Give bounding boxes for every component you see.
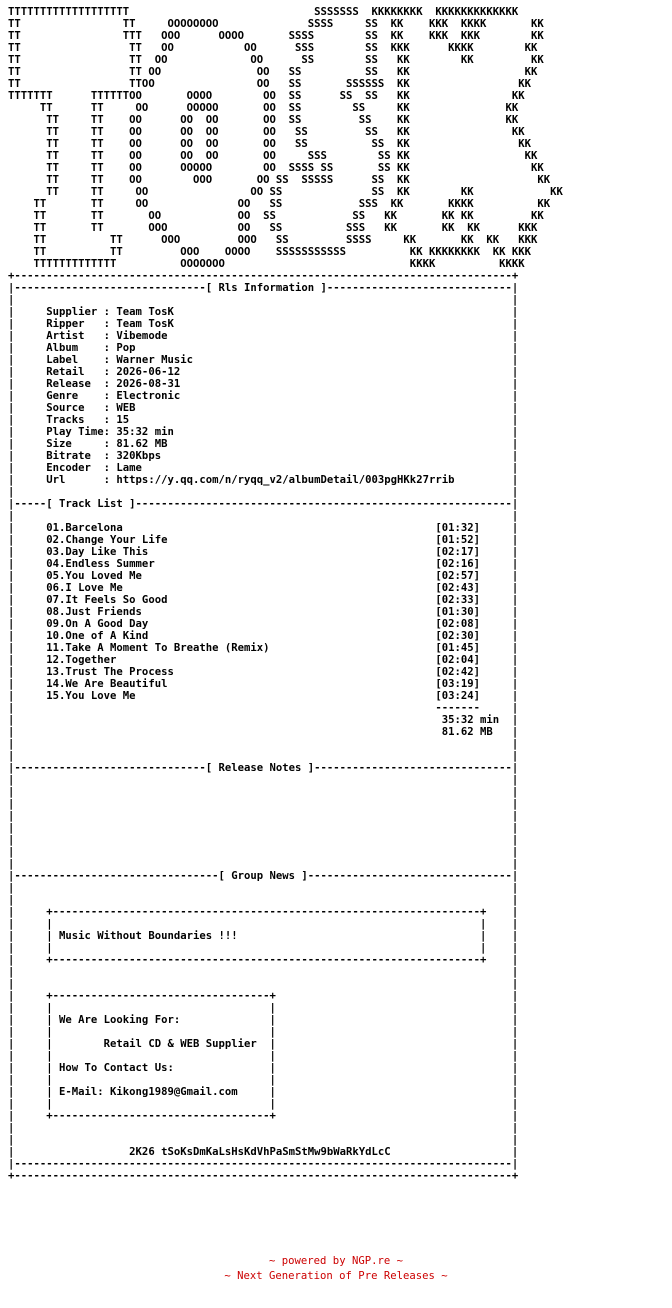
nfo-line: | | | | — [8, 1074, 519, 1086]
nfo-line: | Bitrate : 320Kbps | — [8, 450, 519, 462]
nfo-line: | | We Are Looking For: | | — [8, 1014, 519, 1026]
nfo-line: | | — [8, 1134, 519, 1146]
nfo-line: | +----------------------------------+ | — [8, 1110, 519, 1122]
tagline-text: ~ Next Generation of Pre Releases ~ — [224, 1270, 448, 1282]
nfo-line: | 2K26 tSoKsDmKaLsHsKdVhPaSmStMw9bWaRkYdLcC | — [8, 1146, 519, 1158]
nfo-line: TT TT OO OO SS SSS KK KKKK KK — [8, 198, 551, 210]
nfo-line: | | — [8, 966, 519, 978]
nfo-line: | 11.Take A Moment To Breathe (Remix) [01:45] | — [8, 642, 519, 654]
nfo-line: TTTTTTTTTTTTT OOOOOOO KKKK KKKK — [8, 258, 525, 270]
nfo-text — [8, 6, 563, 1182]
nfo-line: TT TT OOO OOOO SSSSSSSSSSS KK KKKKKKKK KK KKK — [8, 246, 531, 258]
footer — [0, 1254, 672, 1284]
nfo-line: | 12.Together [02:04] | — [8, 654, 519, 666]
nfo-line: | | | | — [8, 1026, 519, 1038]
nfo-line: | +-------------------------------------------------------------------+ | — [8, 906, 519, 918]
nfo-line: | | — [8, 810, 519, 822]
nfo-line: | 03.Day Like This [02:17] | — [8, 546, 519, 558]
nfo-line: | | — [8, 774, 519, 786]
nfo-line: |-----[ Track List ]-----------------------------------------------------------| — [8, 498, 519, 510]
nfo-line: +------------------------------------------------------------------------------+ — [8, 1170, 519, 1182]
nfo-line: TT TT OO OO OO OO SS SS KK KK — [8, 126, 525, 138]
nfo-line: TT TT OO OO SSS SS KKK KKKK KK — [8, 42, 538, 54]
nfo-line: TT TT OO OOOOO OO SS SS KK KK — [8, 102, 519, 114]
nfo-line: TTTTTTTTTTTTTTTTTTT SSSSSSS KKKKKKKK KKKKKKKKKKKKK — [8, 6, 519, 18]
nfo-line: | Tracks : 15 | — [8, 414, 519, 426]
nfo-line: | Url : https://y.qq.com/n/ryqq_v2/albumDetail/003pgHKk27rrib | — [8, 474, 519, 486]
nfo-line: |------------------------------[ Rls Information ]-----------------------------| — [8, 282, 519, 294]
nfo-line: | Release : 2026-08-31 | — [8, 378, 519, 390]
nfo-line: TT TT OO OO OO OO SSS SS KK KK — [8, 150, 538, 162]
nfo-line: | | — [8, 486, 519, 498]
nfo-line: | | — [8, 738, 519, 750]
nfo-line: TT TTT OOO OOOO SSSS SS KK KKK KKK KK — [8, 30, 544, 42]
nfo-line: | | — [8, 822, 519, 834]
nfo-line: | | E-Mail: Kikong1989@Gmail.com | | — [8, 1086, 519, 1098]
nfo-line: | 04.Endless Summer [02:16] | — [8, 558, 519, 570]
nfo-line: | | — [8, 1122, 519, 1134]
nfo-line: TT TT OO OO SS SS KK KK KK KK — [8, 210, 544, 222]
nfo-line: | | — [8, 786, 519, 798]
nfo-line: | | — [8, 978, 519, 990]
nfo-line: | 81.62 MB | — [8, 726, 519, 738]
nfo-line: | | — [8, 510, 519, 522]
nfo-line: TT TT OO OOO OO SS SSSSS SS KK KK — [8, 174, 551, 186]
nfo-line: | 06.I Love Me [02:43] | — [8, 582, 519, 594]
nfo-line: | Ripper : Team TosK | — [8, 318, 519, 330]
nfo-line: | +-------------------------------------------------------------------+ | — [8, 954, 519, 966]
nfo-line: | +----------------------------------+ | — [8, 990, 519, 1002]
nfo-line: | 07.It Feels So Good [02:33] | — [8, 594, 519, 606]
nfo-line: | 14.We Are Beautiful [03:19] | — [8, 678, 519, 690]
nfo-line: | Label : Warner Music | — [8, 354, 519, 366]
nfo-line: TT TT OOO OOO SS SSSS KK KK KK KKK — [8, 234, 538, 246]
nfo-line: +------------------------------------------------------------------------------+ — [8, 270, 519, 282]
nfo-line: | | | | — [8, 1098, 519, 1110]
nfo-line: | Album : Pop | — [8, 342, 519, 354]
nfo-line: TT TT OO OO OO OO SS SS KK KK — [8, 138, 531, 150]
nfo-line: | 10.One of A Kind [02:30] | — [8, 630, 519, 642]
nfo-line: | Size : 81.62 MB | — [8, 438, 519, 450]
nfo-line: | | How To Contact Us: | | — [8, 1062, 519, 1074]
nfo-line: | 01.Barcelona [01:32] | — [8, 522, 519, 534]
nfo-line: | ------- | — [8, 702, 519, 714]
nfo-line: | 05.You Loved Me [02:57] | — [8, 570, 519, 582]
nfo-line: | | — [8, 750, 519, 762]
nfo-line: | 02.Change Your Life [01:52] | — [8, 534, 519, 546]
powered-by-text: ~ powered by NGP.re ~ — [269, 1255, 403, 1267]
nfo-line: | | — [8, 858, 519, 870]
nfo-line: TT TTOO OO SS SSSSSS KK KK — [8, 78, 531, 90]
nfo-line: | | — [8, 798, 519, 810]
nfo-line: | | | | — [8, 1050, 519, 1062]
nfo-line: | | | | — [8, 942, 519, 954]
nfo-line: | 09.On A Good Day [02:08] | — [8, 618, 519, 630]
nfo-line: | | Music Without Boundaries !!! | | — [8, 930, 519, 942]
nfo-line: TT TT OO OO SS SS KK KK — [8, 66, 538, 78]
nfo-line: TT TT OOO OO SS SSS KK KK KK KKK — [8, 222, 538, 234]
nfo-line: |------------------------------------------------------------------------------| — [8, 1158, 519, 1170]
nfo-line: | Encoder : Lame | — [8, 462, 519, 474]
nfo-line: | | | | — [8, 1002, 519, 1014]
nfo-line: | | — [8, 882, 519, 894]
nfo-line: | | — [8, 294, 519, 306]
nfo-line: | Artist : Vibemode | — [8, 330, 519, 342]
nfo-line: TT TT OO OO SS SS KK KK KK — [8, 186, 563, 198]
nfo-line: | Retail : 2026-06-12 | — [8, 366, 519, 378]
nfo-line: | Genre : Electronic | — [8, 390, 519, 402]
nfo-line: TT TT OO OO OO OO SS SS KK KK — [8, 114, 519, 126]
nfo-line: TT TT OO OO SS SS KK KK KK — [8, 54, 544, 66]
nfo-line: TTTTTTT TTTTTTOO OOOO OO SS SS SS KK KK — [8, 90, 525, 102]
nfo-line: TT TT OO OOOOO OO SSSS SS SS KK KK — [8, 162, 544, 174]
nfo-line: |------------------------------[ Release Notes ]-------------------------------| — [8, 762, 519, 774]
nfo-line: | Source : WEB | — [8, 402, 519, 414]
nfo-line: | 35:32 min | — [8, 714, 519, 726]
nfo-line: | 15.You Love Me [03:24] | — [8, 690, 519, 702]
nfo-line: | | Retail CD & WEB Supplier | | — [8, 1038, 519, 1050]
nfo-line: | 08.Just Friends [01:30] | — [8, 606, 519, 618]
nfo-line: | | — [8, 834, 519, 846]
nfo-line: | 13.Trust The Process [02:42] | — [8, 666, 519, 678]
nfo-line: | | | | — [8, 918, 519, 930]
nfo-line: | | — [8, 846, 519, 858]
nfo-line: |--------------------------------[ Group News ]--------------------------------| — [8, 870, 519, 882]
nfo-line: | Supplier : Team TosK | — [8, 306, 519, 318]
nfo-line: TT TT OOOOOOOO SSSS SS KK KKK KKKK KK — [8, 18, 544, 30]
nfo-line: | | — [8, 894, 519, 906]
nfo-line: | Play Time: 35:32 min | — [8, 426, 519, 438]
